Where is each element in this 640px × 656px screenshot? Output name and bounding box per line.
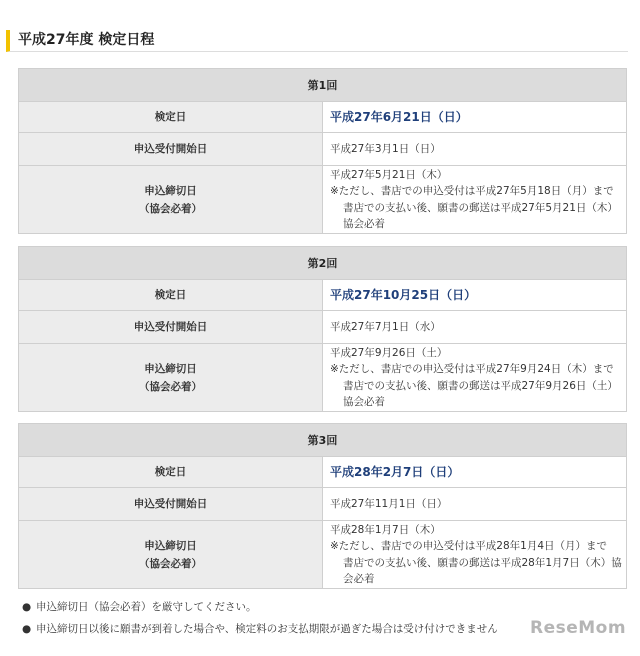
exam-date-value: 平成28年2月7日（日） <box>323 457 627 488</box>
round-2-table <box>18 246 627 412</box>
deadline-label-line1: 申込締切日 <box>144 362 197 375</box>
deadline-note-bookstore: ※ただし、書店での申込受付は平成27年9月24日（木）まで <box>330 363 614 375</box>
deadline-note-bookstore: ※ただし、書店での申込受付は平成28年1月4日（月）まで <box>330 540 608 552</box>
apply-start-label: 申込受付開始日 <box>19 133 323 166</box>
deadline-label-line2: （協会必着） <box>139 202 202 215</box>
deadline-value <box>323 344 627 412</box>
deadline-value <box>323 521 627 589</box>
deadline-date: 平成27年5月21日（木） <box>330 168 448 181</box>
exam-date-label: 検定日 <box>19 280 323 311</box>
deadline-note-bookstore: ※ただし、書店での申込受付は平成27年5月18日（月）まで <box>330 185 614 197</box>
round-3-table <box>18 423 627 589</box>
note-text: 申込締切日（協会必着）を厳守してください。 <box>36 601 257 613</box>
bullet-icon: ● <box>22 623 32 635</box>
bullet-icon: ● <box>22 601 32 613</box>
apply-start-value: 平成27年3月1日（日） <box>323 133 627 166</box>
deadline-label <box>19 166 323 234</box>
resemom-watermark: ReseMom <box>530 618 627 638</box>
apply-start-label: 申込受付開始日 <box>19 311 323 344</box>
deadline-label-line2: （協会必着） <box>139 557 202 570</box>
page-title: 平成27年度 検定日程 <box>6 30 628 52</box>
apply-start-value: 平成27年7月1日（水） <box>323 311 627 344</box>
deadline-label-line2: （協会必着） <box>139 380 202 393</box>
deadline-date: 平成28年1月7日（木） <box>330 523 441 536</box>
round-title: 第1回 <box>19 69 627 102</box>
deadline-note-mail: 書店での支払い後、願書の郵送は平成27年9月26日（土）協会必着 <box>343 379 618 408</box>
deadline-note-mail: 書店での支払い後、願書の郵送は平成27年5月21日（木）協会必着 <box>343 201 618 230</box>
deadline-label <box>19 521 323 589</box>
exam-date-label: 検定日 <box>19 102 323 133</box>
deadline-value <box>323 166 627 234</box>
round-1-table <box>18 68 627 234</box>
round-title: 第3回 <box>19 424 627 457</box>
deadline-label-line1: 申込締切日 <box>144 539 197 552</box>
exam-date-label: 検定日 <box>19 457 323 488</box>
deadline-note-mail: 書店での支払い後、願書の郵送は平成28年1月7日（木）協会必着 <box>343 556 622 585</box>
exam-date-value: 平成27年10月25日（日） <box>323 280 627 311</box>
deadline-date: 平成27年9月26日（土） <box>330 346 448 359</box>
round-title: 第2回 <box>19 247 627 280</box>
note-text: 申込締切日以後に願書が到着した場合や、検定料のお支払期限が過ぎた場合は受け付けできません <box>36 623 498 635</box>
deadline-label-line1: 申込締切日 <box>144 184 197 197</box>
exam-date-value: 平成27年6月21日（日） <box>323 102 627 133</box>
apply-start-label: 申込受付開始日 <box>19 488 323 521</box>
deadline-label <box>19 344 323 412</box>
apply-start-value: 平成27年11月1日（日） <box>323 488 627 521</box>
note-item <box>22 596 622 618</box>
